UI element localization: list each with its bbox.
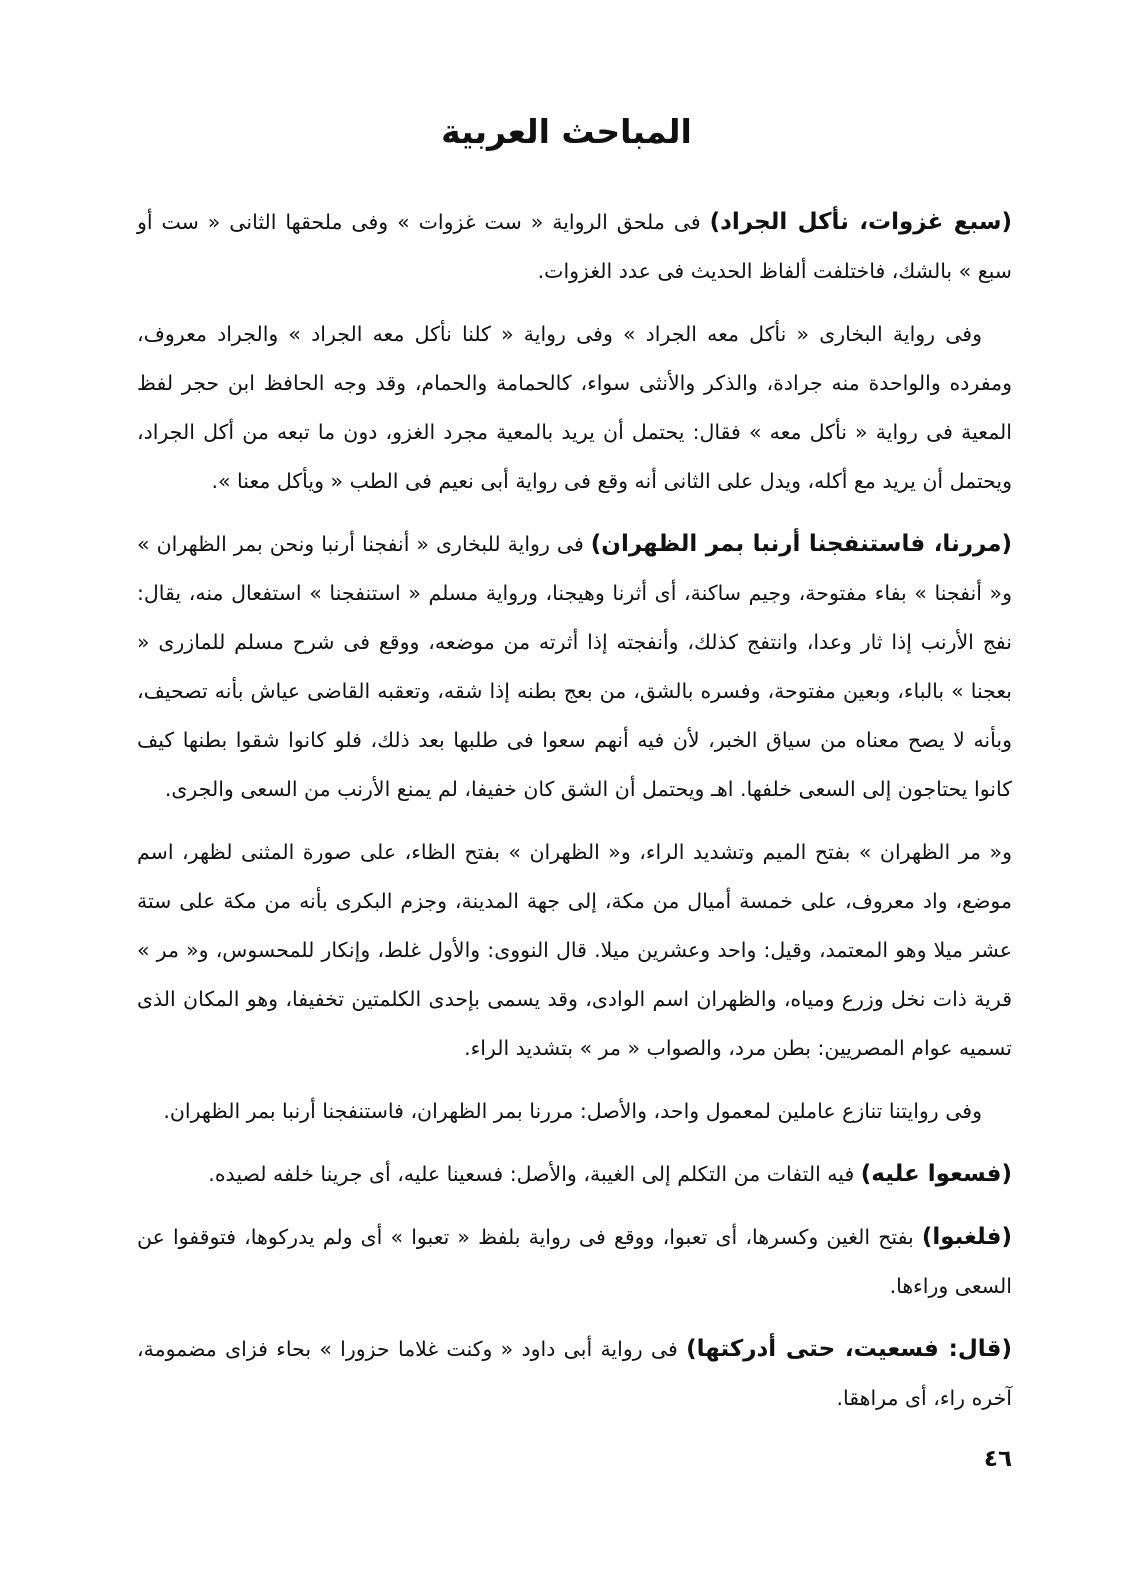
- paragraph-heading: (مررنا، فاستنفجنا أرنبا بمر الظهران): [590, 531, 1013, 557]
- paragraph-2: [137, 310, 1012, 506]
- paragraph-text: بفتح الغين وكسرها، أى تعبوا، ووقع فى رواية بلفظ « تعبوا » أى ولم يدركوها، فتوقفوا عن السعى وراءها.: [137, 1225, 1012, 1298]
- paragraph-heading: (فلغبوا): [921, 1224, 1012, 1250]
- paragraph-8: [137, 1325, 1012, 1423]
- paragraph-4: [137, 828, 1012, 1073]
- paragraph-7: [137, 1213, 1012, 1311]
- body-text: [137, 198, 1012, 1437]
- paragraph-heading: (سبع غزوات، نأكل الجراد): [709, 209, 1012, 235]
- paragraph-text: فى رواية أبى داود « وكنت غلاما حزورا » بحاء فزاى مضمومة، آخره راء، أى مراهقا.: [137, 1337, 1012, 1410]
- paragraph-text: وفى رواية البخارى « نأكل معه الجراد » وفى رواية « كلنا نأكل معه الجراد » والجراد معروف، ومفرده والواحدة منه جرادة، والذكر والأنثى سواء، كالحمامة والحمام، وقد وجه الحافظ ابن حجر لفظ المعية فى رواية « نأكل معه » فقال: يحتمل أن يريد بالمعية مجرد الغزو، دون ما تبعه من أكل الجراد، ويحتمل أن يريد مع أكله، ويدل على الثانى أنه وقع فى رواية أبى نعيم فى الطب « ويأكل معنا ».: [137, 322, 1012, 493]
- paragraph-heading: (قال: فسعيت، حتى أدركتها): [686, 1336, 1012, 1362]
- paragraph-5: [137, 1087, 1012, 1136]
- paragraph-text: فيه التفات من التكلم إلى الغيبة، والأصل: فسعينا عليه، أى جرينا خلفه لصيده.: [208, 1162, 861, 1186]
- paragraph-text: فى ملحق الرواية « ست غزوات » وفى ملحقها الثانى « ست أو سبع » بالشك، فاختلفت ألفاظ الحديث فى عدد الغزوات.: [137, 210, 1012, 283]
- paragraph-6: [137, 1150, 1012, 1199]
- paragraph-heading: (فسعوا عليه): [860, 1161, 1012, 1187]
- paragraph-3: [137, 520, 1012, 814]
- paragraph-text: و« مر الظهران » بفتح الميم وتشديد الراء، و« الظهران » بفتح الظاء، على صورة المثنى لظهر، اسم موضع، واد معروف، على خمسة أميال من مكة، إلى جهة المدينة، وجزم البكرى بأنه من مكة على ستة عشر ميلا وهو المعتمد، وقيل: واحد وعشرين ميلا. قال النووى: والأول غلط، وإنكار للمحسوس، و« مر » قرية ذات نخل وزرع ومياه، والظهران اسم الوادى، وقد يسمى بإحدى الكلمتين تخفيفا، وهو المكان الذى تسميه عوام المصريين: بطن مرد، والصواب « مر » بتشديد الراء.: [137, 840, 1012, 1060]
- page-title: المباحث العربية: [441, 112, 692, 151]
- paragraph-1: [137, 198, 1012, 296]
- paragraph-text: وفى روايتنا تنازع عاملين لمعمول واحد، والأصل: مررنا بمر الظهران، فاستنفجنا أرنبا بمر الظهران.: [163, 1099, 982, 1123]
- paragraph-text: فى رواية للبخارى « أنفجنا أرنبا ونحن بمر الظهران » و« أنفجنا » بفاء مفتوحة، وجيم ساكنة، أى أثرنا وهيجنا، ورواية مسلم « استنفجنا » استفعال منه، يقال: نفج الأرنب إذا ثار وعدا، وانتفج كذلك، وأنفجته إذا أثرته من موضعه، ووقع فى شرح مسلم للمازرى « بعجنا » بالباء، وبعين مفتوحة، وفسره بالشق، من بعج بطنه إذا شقه، وتعقبه القاضى عياش بأنه تصحيف، وبأنه لا يصح معناه من سياق الخبر، لأن فيه أنهم سعوا فى طلبها بعد ذلك، فلو كانوا شقوا بطنها كيف كانوا يحتاجون إلى السعى خلفها. اهـ ويحتمل أن الشق كان خفيفا، لم يمنع الأرنب من السعى والجرى.: [137, 532, 1012, 801]
- page-number: ٤٦: [983, 1446, 1012, 1472]
